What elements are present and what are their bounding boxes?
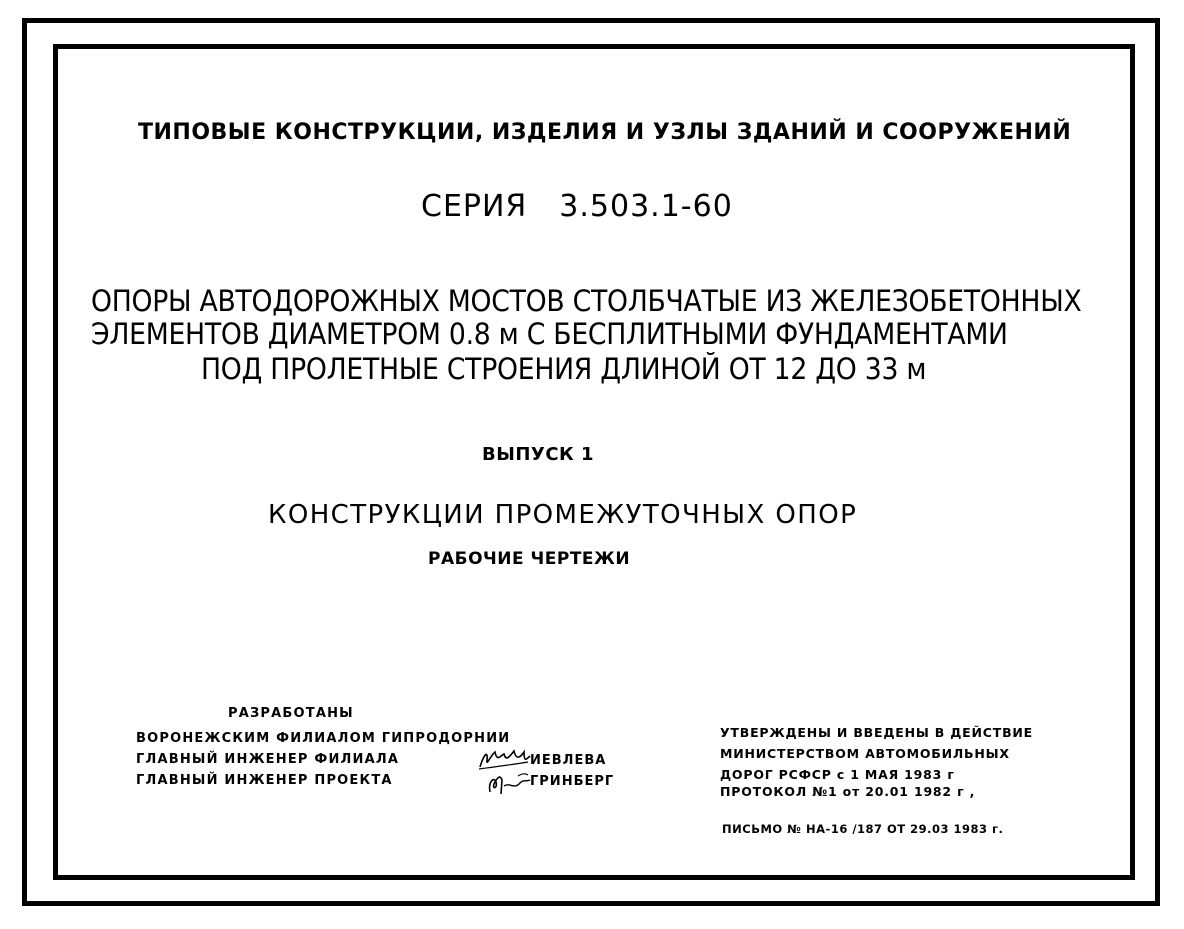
document-title-line-1: ОПОРЫ АВТОДОРОЖНЫХ МОСТОВ СТОЛБЧАТЫЕ ИЗ ЖЕЛЕЗОБЕТОННЫХ <box>91 284 1082 318</box>
developed-heading: РАЗРАБОТАНЫ <box>228 706 354 721</box>
developed-organization: ВОРОНЕЖСКИМ ФИЛИАЛОМ ГИПРОДОРНИИ <box>136 731 511 746</box>
collection-title: ТИПОВЫЕ КОНСТРУКЦИИ, ИЗДЕЛИЯ И УЗЛЫ ЗДАНИЙ И СООРУЖЕНИЙ <box>138 120 1072 145</box>
document-title-line-2: ЭЛЕМЕНТОВ ДИАМЕТРОМ 0.8 м С БЕСПЛИТНЫМИ ФУНДАМЕНТАМИ <box>91 317 1008 351</box>
series-label: СЕРИЯ <box>421 189 528 224</box>
series-number: 3.503.1-60 <box>559 189 733 224</box>
approval-protocol: ПРОТОКОЛ №1 от 20.01 1982 г , <box>720 784 976 799</box>
issue-number: ВЫПУСК 1 <box>482 444 595 465</box>
chief-engineer-project-name: ГРИНБЕРГ <box>530 774 615 789</box>
approval-line-2: МИНИСТЕРСТВОМ АВТОМОБИЛЬНЫХ <box>720 746 1010 761</box>
signature-grinberg <box>484 770 532 796</box>
chief-engineer-project: ГЛАВНЫЙ ИНЖЕНЕР ПРОЕКТА <box>136 773 393 788</box>
signature-ievleva <box>476 748 532 772</box>
issue-title: КОНСТРУКЦИИ ПРОМЕЖУТОЧНЫХ ОПОР <box>268 500 858 530</box>
issue-subtitle: РАБОЧИЕ ЧЕРТЕЖИ <box>428 549 631 569</box>
chief-engineer-branch-name: ИЕВЛЕВА <box>530 753 607 768</box>
series-designation <box>421 189 733 224</box>
approval-line-3: ДОРОГ РСФСР с 1 МАЯ 1983 г <box>720 767 955 782</box>
approval-line-1: УТВЕРЖДЕНЫ И ВВЕДЕНЫ В ДЕЙСТВИЕ <box>720 725 1034 740</box>
document-title-line-3: ПОД ПРОЛЕТНЫЕ СТРОЕНИЯ ДЛИНОЙ ОТ 12 ДО 33 м <box>201 352 927 386</box>
chief-engineer-branch: ГЛАВНЫЙ ИНЖЕНЕР ФИЛИАЛА <box>136 752 400 767</box>
approval-letter: ПИСЬМО № НА-16 /187 ОТ 29.03 1983 г. <box>722 822 1004 836</box>
